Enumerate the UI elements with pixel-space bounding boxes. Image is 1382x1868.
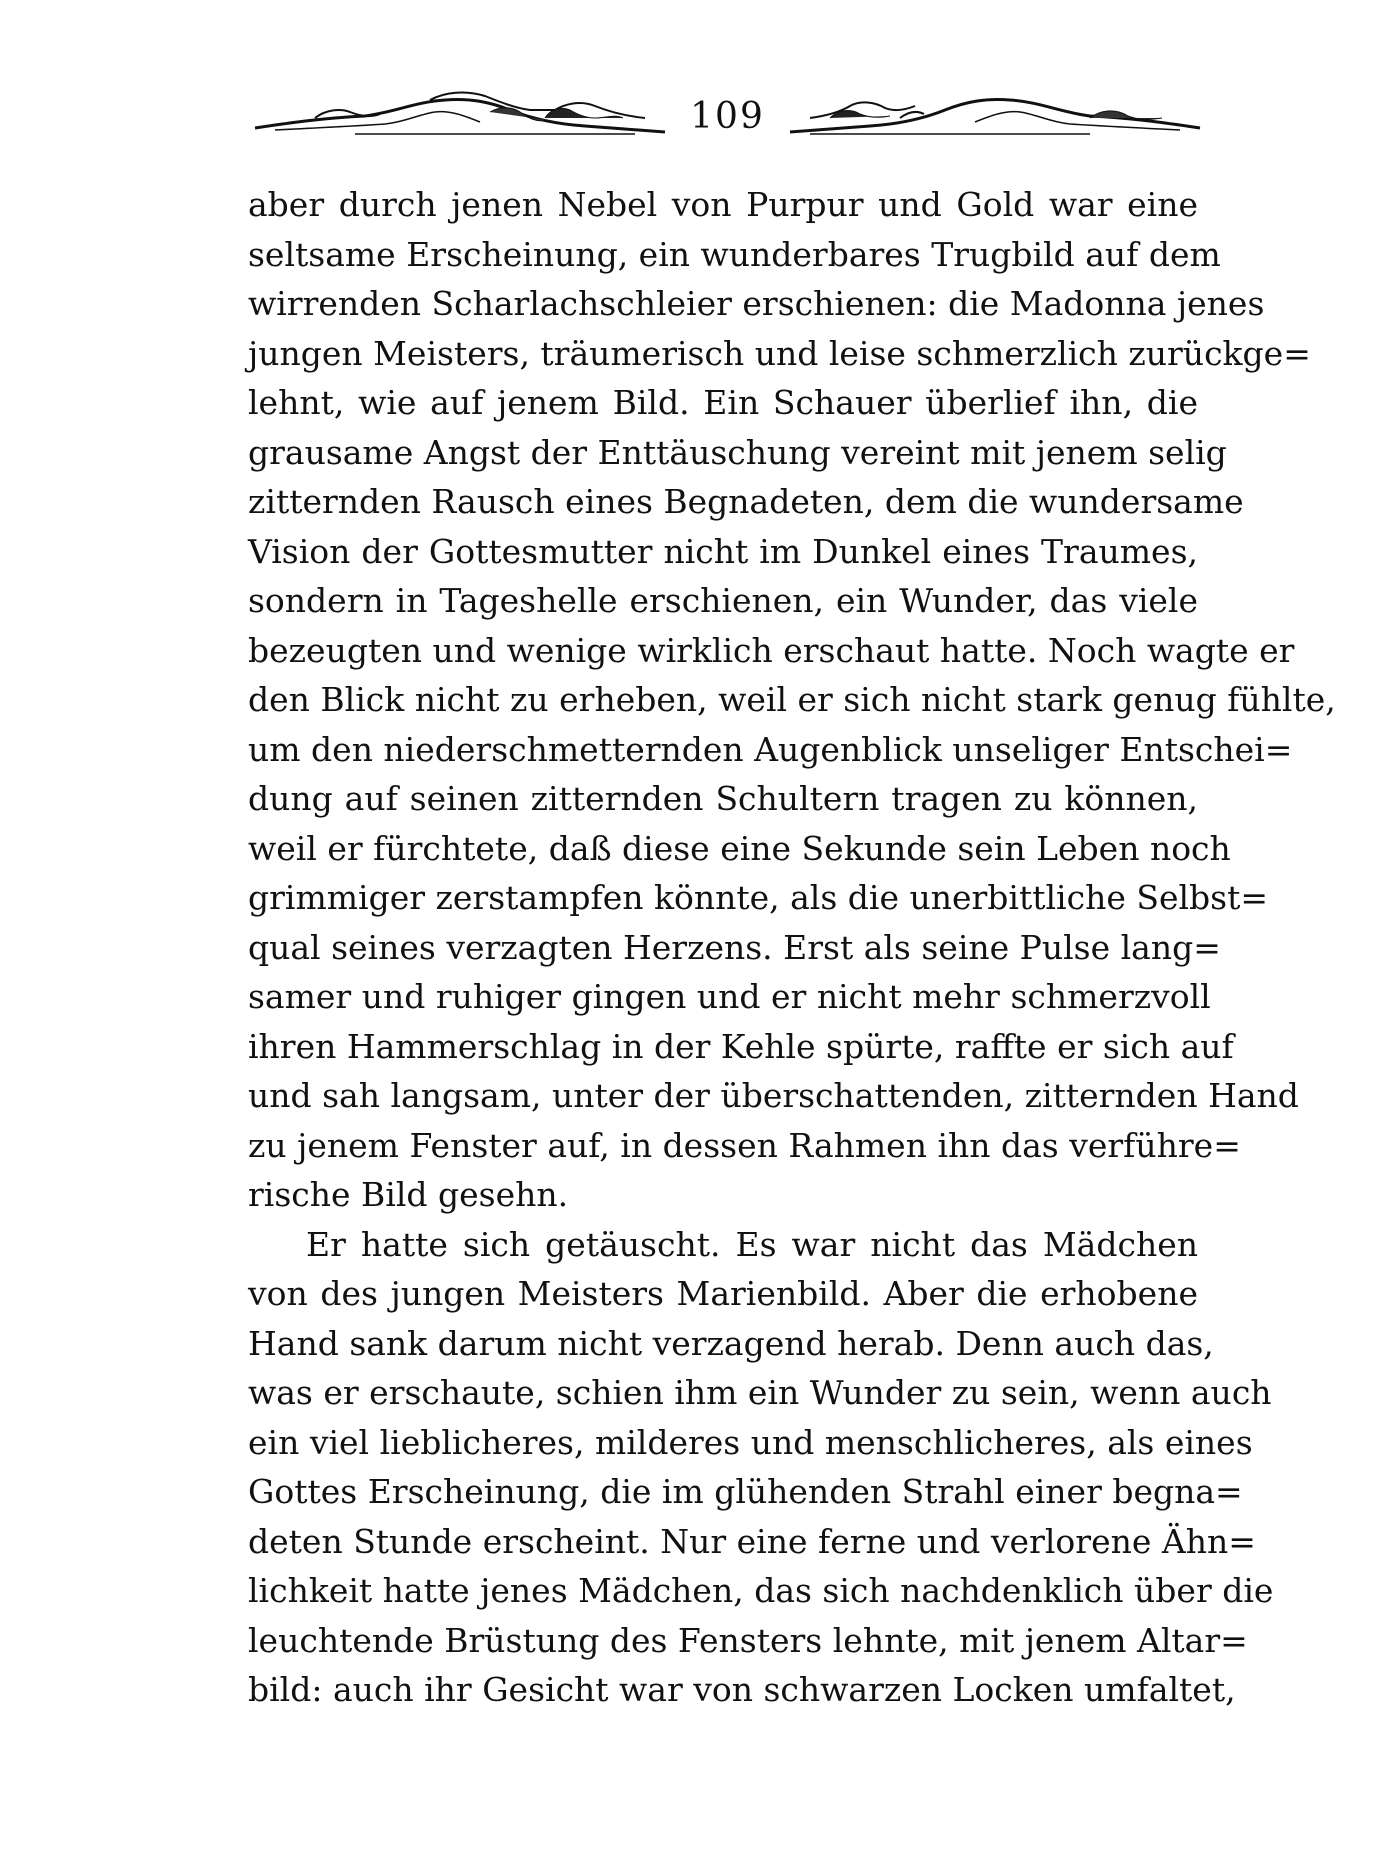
text-line: zitternden Rausch eines Begnadeten, dem die wundersame	[248, 482, 1244, 521]
text-line: jungen Meisters, träumerisch und leise schmerzlich zurückge=	[248, 333, 1311, 373]
text-line: Gottes Erscheinung, die im glühenden Strahl einer begna=	[248, 1472, 1243, 1511]
text-line: den Blick nicht zu erheben, weil er sich nicht stark genug fühlte,	[248, 680, 1336, 719]
text-line: wirrenden Scharlachschleier erschienen: die Madonna jenes	[248, 284, 1265, 323]
text-line: qual seines verzagten Herzens. Erst als seine Pulse lang=	[248, 927, 1221, 967]
text-line: bild: auch ihr Gesicht war von schwarzen Locken umfaltet,	[248, 1670, 1236, 1709]
text-line: lichkeit hatte jenes Mädchen, das sich nachdenklich über die	[248, 1571, 1274, 1610]
page-number: 109	[690, 96, 765, 137]
text-line: ihren Hammerschlag in der Kehle spürte, raffte er sich auf	[248, 1026, 1234, 1066]
text-line: von des jungen Meisters Marienbild. Aber die erhobene	[248, 1274, 1198, 1313]
text-line: lehnt, wie auf jenem Bild. Ein Schauer überlief ihn, die	[248, 383, 1198, 422]
text-line: samer und ruhiger gingen und er nicht mehr schmerzvoll	[248, 977, 1211, 1016]
paragraph-1	[248, 180, 1336, 1220]
paragraph-2	[248, 1220, 1274, 1715]
text-line: ein viel lieblicheres, milderes und menschlicheres, als eines	[248, 1422, 1253, 1462]
text-line: grimmiger zerstampfen könnte, als die unerbittliche Selbst=	[248, 878, 1269, 917]
text-line: was er erschaute, schien ihm ein Wunder zu sein, wenn auch	[248, 1373, 1272, 1412]
text-line: Hand sank darum nicht verzagend herab. Denn auch das,	[248, 1323, 1214, 1363]
left-landscape-ornament	[255, 88, 665, 148]
text-line: Er hatte sich getäuscht. Es war nicht das Mädchen	[306, 1224, 1198, 1264]
text-line: deten Stunde erscheint. Nur eine ferne und verlorene Ähn=	[248, 1521, 1256, 1561]
text-line: rische Bild gesehn.	[248, 1175, 569, 1214]
text-line: um den niederschmetternden Augenblick unseliger Entschei=	[248, 729, 1293, 769]
right-landscape-ornament	[790, 88, 1200, 148]
body-text	[248, 180, 1336, 1715]
text-line: leuchtende Brüstung des Fensters lehnte, mit jenem Altar=	[248, 1620, 1248, 1660]
text-line: zu jenem Fenster auf, in dessen Rahmen ihn das verführe=	[248, 1125, 1241, 1165]
text-line: dung auf seinen zitternden Schultern tragen zu können,	[248, 779, 1198, 818]
text-line: und sah langsam, unter der überschattenden, zitternden Hand	[248, 1076, 1299, 1115]
text-line: Vision der Gottesmutter nicht im Dunkel eines Traumes,	[248, 531, 1198, 571]
text-line: sondern in Tageshelle erschienen, ein Wunder, das viele	[248, 581, 1198, 620]
text-line: weil er fürchtete, daß diese eine Sekunde sein Leben noch	[248, 828, 1231, 868]
text-line: aber durch jenen Nebel von Purpur und Gold war eine	[248, 185, 1198, 224]
page-header	[255, 88, 1200, 148]
text-line: grausame Angst der Enttäuschung vereint mit jenem selig	[248, 432, 1227, 472]
text-line: bezeugten und wenige wirklich erschaut hatte. Noch wagte er	[248, 630, 1295, 670]
text-line: seltsame Erscheinung, ein wunderbares Trugbild auf dem	[248, 234, 1221, 274]
